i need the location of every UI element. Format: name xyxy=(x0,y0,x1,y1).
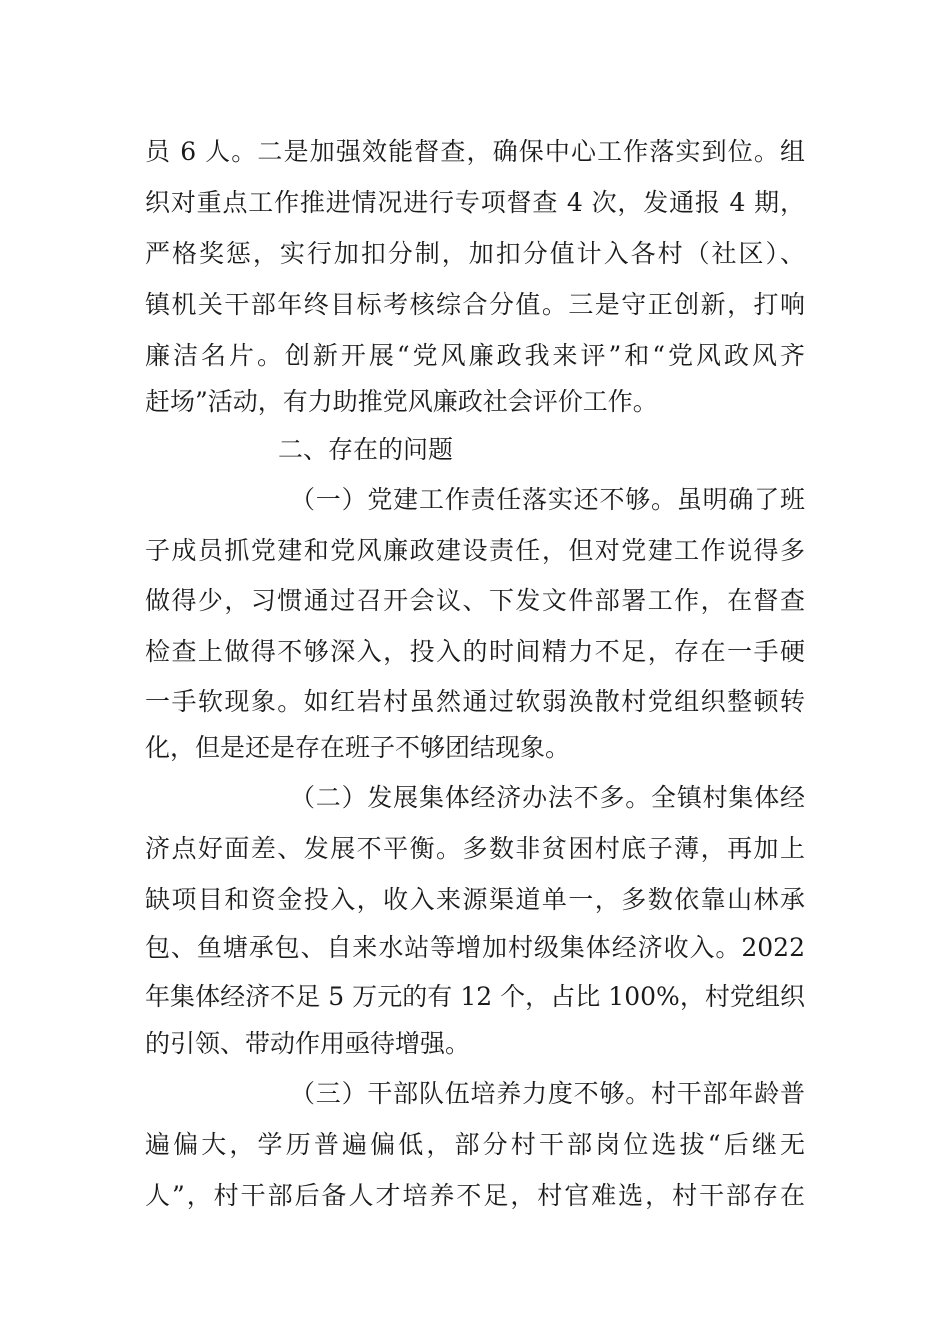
text-line: 镇机关干部年终目标考核综合分值。三是守正创新，打响 xyxy=(145,290,805,319)
text-line: 员 6 人。二是加强效能督查，确保中心工作落实到位。组 xyxy=(145,137,805,166)
text-line: 赶场”活动，有力助推党风廉政社会评价工作。 xyxy=(145,387,658,416)
text-line: 化，但是还是存在班子不够团结现象。 xyxy=(145,733,571,762)
text-line: 子成员抓党建和党风廉政建设责任，但对党建工作说得多 xyxy=(145,536,805,565)
text-line: 包、鱼塘承包、自来水站等增加村级集体经济收入。2022 xyxy=(145,933,805,962)
text-line: 的引领、带动作用亟待增强。 xyxy=(145,1029,471,1058)
text-line: 缺项目和资金投入，收入来源渠道单一，多数依靠山林承 xyxy=(145,885,805,914)
text-line: 人”，村干部后备人才培养不足，村官难选，村干部存在 xyxy=(145,1181,805,1210)
text-line: 年集体经济不足 5 万元的有 12 个，占比 100%，村党组织 xyxy=(145,982,805,1011)
text-line: 一手软现象。如红岩村虽然通过软弱涣散村党组织整顿转 xyxy=(145,687,805,716)
issue-2-heading-line: （二）发展集体经济办法不多。全镇村集体经 xyxy=(290,783,805,812)
text-line: 织对重点工作推进情况进行专项督查 4 次，发通报 4 期， xyxy=(145,188,805,217)
text-line: 做得少，习惯通过召开会议、下发文件部署工作，在督查 xyxy=(145,586,805,615)
issue-3-heading-line: （三）干部队伍培养力度不够。村干部年龄普 xyxy=(290,1079,805,1108)
text-line: 济点好面差、发展不平衡。多数非贫困村底子薄，再加上 xyxy=(145,834,805,863)
issue-1-heading-line: （一）党建工作责任落实还不够。虽明确了班 xyxy=(290,485,805,514)
text-line: 廉洁名片。创新开展“党风廉政我来评”和“党风政风齐 xyxy=(145,341,805,370)
section-heading: 二、存在的问题 xyxy=(278,435,454,464)
text-line: 遍偏大，学历普遍偏低，部分村干部岗位选拔“后继无 xyxy=(145,1130,805,1159)
text-line: 检查上做得不够深入，投入的时间精力不足，存在一手硬 xyxy=(145,637,805,666)
text-line: 严格奖惩，实行加扣分制，加扣分值计入各村（社区）、 xyxy=(145,239,805,268)
